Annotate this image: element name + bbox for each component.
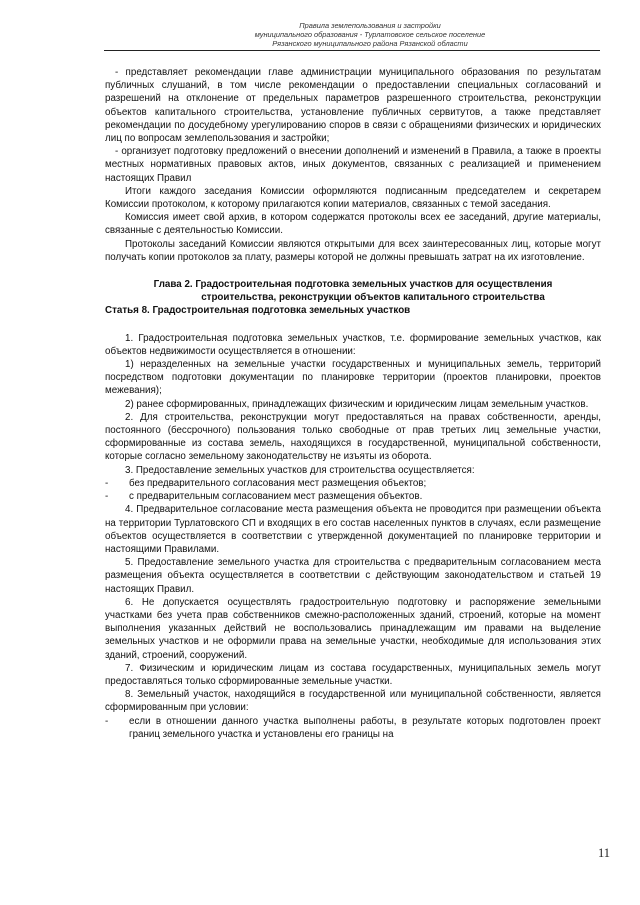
chapter-heading	[105, 278, 601, 304]
paragraph: 2. Для строительства, реконструкции могут предоставляться на правах собственности, аренды, постоянного (бессрочного) пользования только свободные от прав третьих лиц земельные участки, сформированные из состава земель, находящихся в государственной, муниципальной собственности, которые согласно земельному законодательству не изъяты из оборота.	[105, 411, 601, 463]
header-divider	[104, 50, 600, 51]
dash-list-item	[105, 715, 601, 741]
paragraph: Протоколы заседаний Комиссии являются открытыми для всех заинтересованных лиц, которые могут получать копии протоколов за плату, размеры которой не должны превышать затрат на их изготовление.	[105, 238, 601, 263]
spacer	[105, 318, 601, 332]
header-line-2: муниципального образования - Турлатовское сельское поселение	[254, 30, 486, 40]
dash-list-text: с предварительным согласованием мест размещения объектов.	[129, 491, 423, 503]
header-line-1: Правила землепользования и застройки	[299, 21, 441, 30]
dash-list-text: без предварительного согласования мест размещения объектов;	[129, 477, 427, 489]
document-body	[105, 66, 601, 741]
dash-list-item	[105, 490, 601, 503]
list-dash: -	[105, 491, 109, 503]
chapter-heading-line-2: строительства, реконструкции объектов капитального строительства	[201, 292, 545, 304]
paragraph: 3. Предоставление земельных участков для строительства осуществляется:	[125, 464, 475, 476]
chapter-heading-line-1: Глава 2. Градостроительная подготовка земельных участков для осуществления	[153, 279, 553, 291]
running-header	[140, 21, 600, 49]
paragraph: 1) неразделенных на земельные участки государственных и муниципальных земель, территорий посредством подготовки документации по планировке территории (проектов планировки, проектов межевания);	[105, 359, 601, 397]
paragraph: - представляет рекомендации главе администрации муниципального образования по результатам публичных слушаний, в том числе рекомендации о предоставлении специальных согласований и разрешений на отклонение от предельных параметров разрешенного строительства, реконструкции объектов капитального строительства, установление публичных сервитутов, а также представляет рекомендации по досудебному урегулированию споров в связи с обращениями физических и юридических лиц по вопросам землепользования и застройки;	[105, 67, 601, 145]
paragraph: 8. Земельный участок, находящийся в государственной или муниципальной собственности, является сформированным при условии:	[105, 689, 601, 714]
list-dash: -	[105, 715, 109, 727]
paragraph: 5. Предоставление земельного участка для строительства с предварительным согласованием места размещения объекта осуществляется в соответствии с действующим законодательством и статьей 19 настоящих Правил.	[105, 557, 601, 595]
paragraph: 7. Физическим и юридическим лицам из состава государственных, муниципальных земель могут предоставляться только сформированные земельные участки.	[105, 662, 601, 687]
article-heading: Статья 8. Градостроительная подготовка земельных участков	[105, 305, 411, 317]
page-number: 11	[597, 846, 610, 860]
dash-list-text: если в отношении данного участка выполнены работы, в результате которых подготовлен проект границ земельного участка и установлены его границы на	[129, 715, 601, 740]
paragraph: 4. Предварительное согласование места размещения объекта не проводится при размещении объекта на территории Турлатовского СП и входящих в его состав населенных пунктов в случаях, если размещение объектов осуществляется в соответствии с утвержденной документацией по планировке территории и настоящими Правилами.	[105, 504, 601, 555]
paragraph: Комиссия имеет свой архив, в котором содержатся протоколы всех ее заседаний, другие материалы, связанные с деятельностью Комиссии.	[105, 212, 601, 237]
header-line-3: Рязанского муниципального района Рязанской области	[272, 39, 468, 49]
paragraph: 2) ранее сформированных, принадлежащих физическим и юридическим лицам земельным участков.	[125, 398, 589, 410]
spacer	[105, 264, 601, 278]
paragraph: 6. Не допускается осуществлять градостроительную подготовку и распоряжение земельными участками без учета прав собственников смежно-расположенных зданий, строений, которые на момент выполнения указанных действий не воспользовались принадлежащим им правами на выделение земельных участков и не оформили права на земельные участки, необходимые для использования этих зданий, строений, сооружений.	[105, 596, 601, 661]
paragraph: Итоги каждого заседания Комиссии оформляются подписанным председателем и секретарем Комиссии протоколом, к которому прилагаются копии материалов, связанных с темой заседания.	[105, 185, 601, 211]
list-dash: -	[105, 477, 109, 489]
paragraph: 1. Градостроительная подготовка земельных участков, т.е. формирование земельных участков, как объектов недвижимости осуществляется в отношении:	[105, 332, 601, 357]
dash-list-item	[105, 477, 601, 490]
paragraph: - организует подготовку предложений о внесении дополнений и изменений в Правила, а также в проекты местных нормативных правовых актов, иных документов, связанных с реализацией и применением настоящих Правил	[105, 146, 601, 184]
